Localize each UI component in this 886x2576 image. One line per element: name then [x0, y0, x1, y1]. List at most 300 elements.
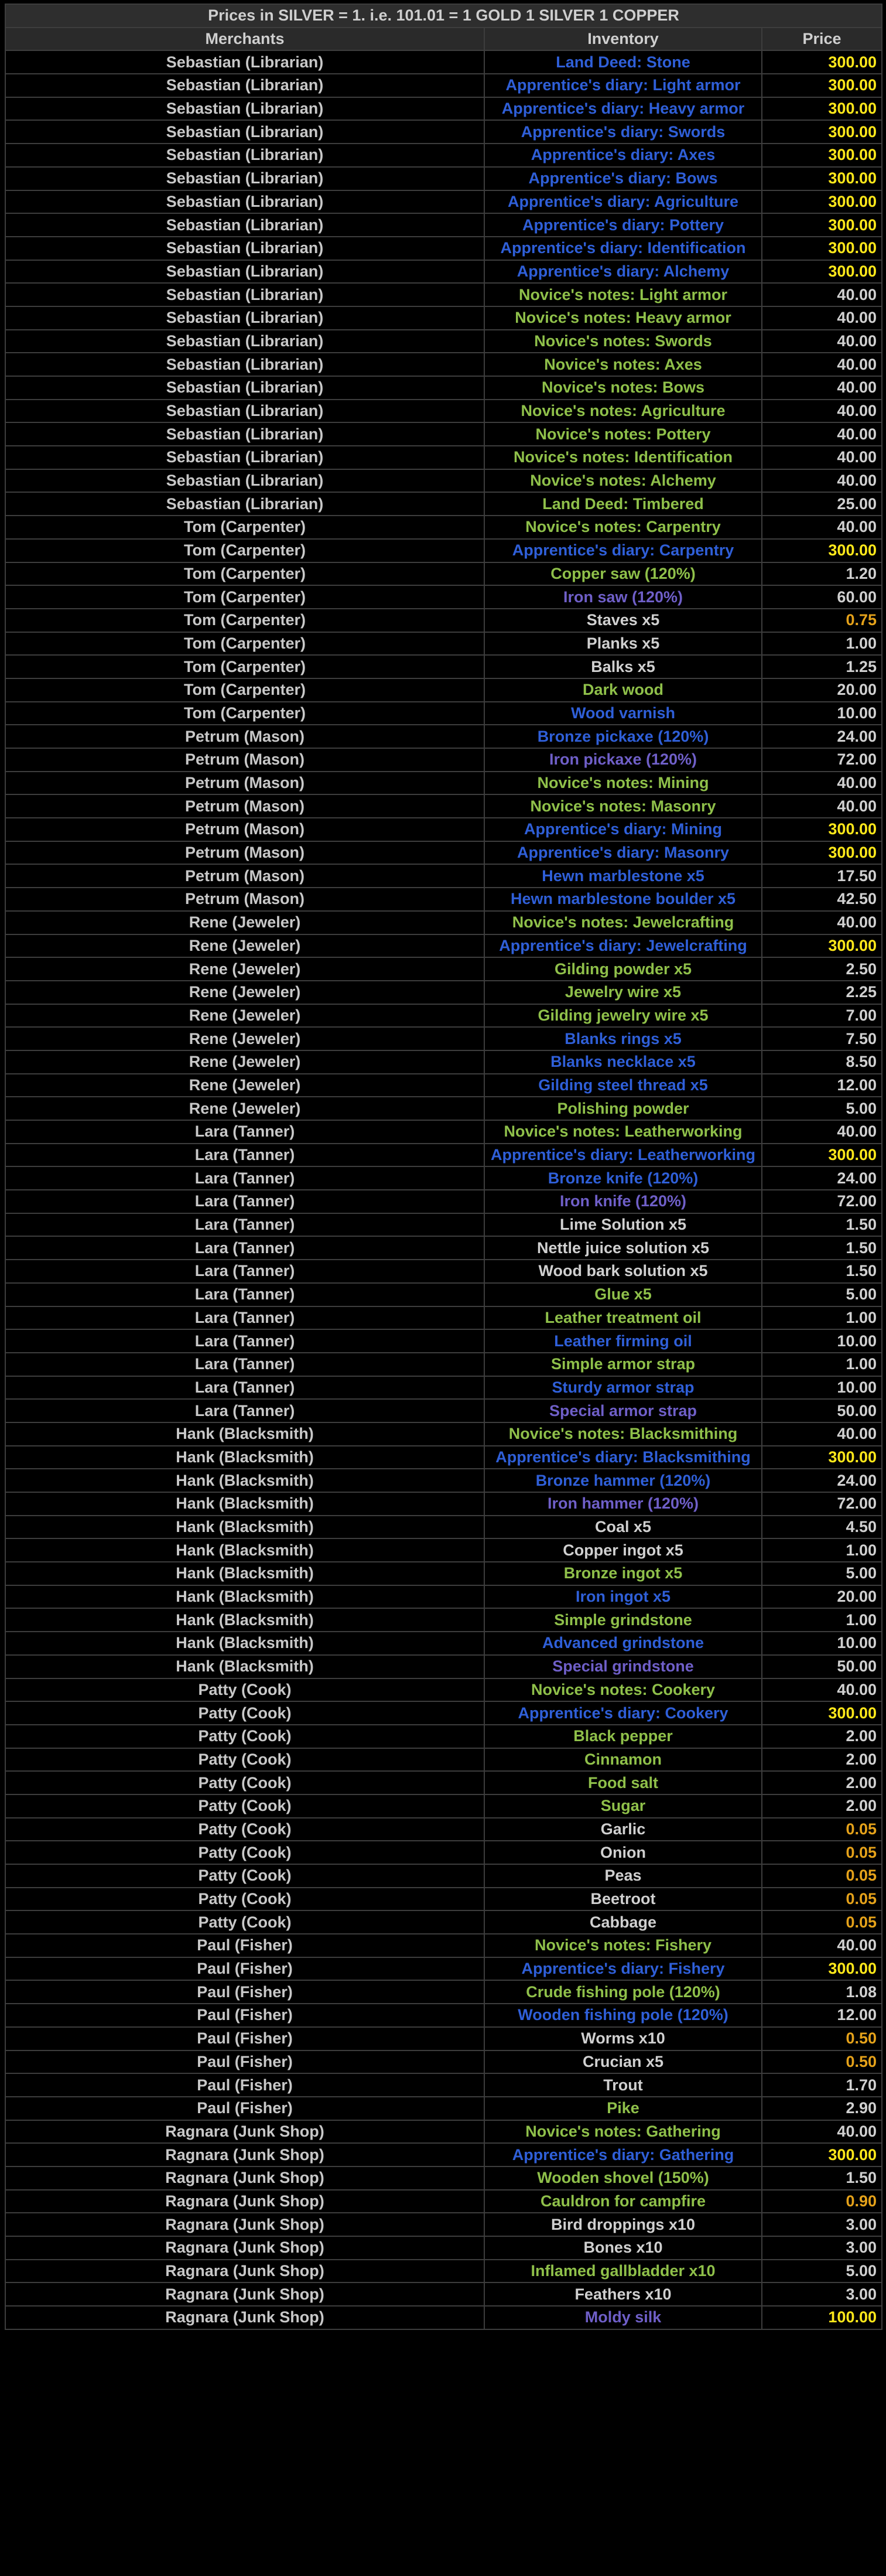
table-row: [5, 422, 882, 446]
inventory-cell: Trout: [484, 2073, 762, 2097]
inventory-cell: Leather firming oil: [484, 1329, 762, 1353]
inventory-cell: Bones x10: [484, 2236, 762, 2260]
price-cell: 40.00: [762, 1678, 882, 1702]
table-row: [5, 981, 882, 1004]
price-cell: 3.00: [762, 2236, 882, 2260]
inventory-cell: Apprentice's diary: Alchemy: [484, 260, 762, 284]
table-row: [5, 702, 882, 725]
merchant-cell: Sebastian (Librarian): [5, 213, 484, 237]
inventory-cell: Simple grindstone: [484, 1608, 762, 1632]
inventory-cell: Iron pickaxe (120%): [484, 748, 762, 772]
inventory-cell: Apprentice's diary: Axes: [484, 144, 762, 167]
inventory-cell: Wooden fishing pole (120%): [484, 2004, 762, 2027]
table-row: [5, 1632, 882, 1655]
table-row: [5, 2236, 882, 2260]
inventory-cell: Hewn marblestone x5: [484, 864, 762, 888]
table-row: [5, 213, 882, 237]
inventory-cell: Simple armor strap: [484, 1353, 762, 1376]
header-row: [5, 28, 882, 51]
price-cell: 1.00: [762, 632, 882, 656]
table-row: [5, 190, 882, 214]
merchant-cell: Hank (Blacksmith): [5, 1538, 484, 1562]
merchant-cell: Lara (Tanner): [5, 1144, 484, 1167]
price-cell: 17.50: [762, 864, 882, 888]
table-row: [5, 794, 882, 818]
merchant-cell: Rene (Jeweler): [5, 1027, 484, 1050]
inventory-cell: Novice's notes: Axes: [484, 353, 762, 376]
price-cell: 3.00: [762, 2213, 882, 2236]
merchant-cell: Paul (Fisher): [5, 2073, 484, 2097]
inventory-cell: Moldy silk: [484, 2306, 762, 2329]
inventory-cell: Blanks rings x5: [484, 1027, 762, 1050]
merchant-cell: Patty (Cook): [5, 1725, 484, 1748]
inventory-cell: Polishing powder: [484, 1097, 762, 1120]
price-cell: 2.50: [762, 957, 882, 981]
price-cell: 0.05: [762, 1841, 882, 1864]
table-row: [5, 97, 882, 121]
merchant-cell: Petrum (Mason): [5, 794, 484, 818]
inventory-cell: Novice's notes: Alchemy: [484, 469, 762, 493]
table-row: [5, 1771, 882, 1794]
merchant-cell: Ragnara (Junk Shop): [5, 2190, 484, 2213]
price-cell: 20.00: [762, 1585, 882, 1609]
price-cell: 40.00: [762, 772, 882, 795]
inventory-cell: Bronze ingot x5: [484, 1562, 762, 1585]
merchant-cell: Ragnara (Junk Shop): [5, 2282, 484, 2306]
table-row: [5, 144, 882, 167]
price-cell: 72.00: [762, 1492, 882, 1516]
table-row: [5, 841, 882, 865]
price-cell: 40.00: [762, 353, 882, 376]
inventory-cell: Land Deed: Timbered: [484, 492, 762, 516]
table-row: [5, 400, 882, 423]
merchant-cell: Paul (Fisher): [5, 1934, 484, 1957]
price-cell: 1.70: [762, 2073, 882, 2097]
inventory-cell: Apprentice's diary: Carpentry: [484, 539, 762, 562]
inventory-cell: Special grindstone: [484, 1655, 762, 1678]
merchant-cell: Hank (Blacksmith): [5, 1655, 484, 1678]
table-row: [5, 1236, 882, 1260]
inventory-cell: Novice's notes: Heavy armor: [484, 306, 762, 330]
price-cell: 300.00: [762, 237, 882, 260]
merchant-cell: Sebastian (Librarian): [5, 446, 484, 469]
price-cell: 0.05: [762, 1910, 882, 1934]
inventory-cell: Bird droppings x10: [484, 2213, 762, 2236]
price-cell: 40.00: [762, 911, 882, 934]
merchant-cell: Petrum (Mason): [5, 888, 484, 911]
table-row: [5, 957, 882, 981]
table-row: [5, 2120, 882, 2144]
merchant-cell: Paul (Fisher): [5, 1980, 484, 2004]
inventory-cell: Special armor strap: [484, 1399, 762, 1422]
price-cell: 0.90: [762, 2190, 882, 2213]
inventory-cell: Bronze hammer (120%): [484, 1469, 762, 1492]
merchant-cell: Sebastian (Librarian): [5, 74, 484, 97]
merchant-cell: Petrum (Mason): [5, 841, 484, 865]
inventory-cell: Balks x5: [484, 655, 762, 678]
price-cell: 1.00: [762, 1538, 882, 1562]
inventory-cell: Leather treatment oil: [484, 1306, 762, 1330]
price-cell: 1.08: [762, 1980, 882, 2004]
price-cell: 10.00: [762, 1329, 882, 1353]
price-table: [5, 4, 882, 2330]
table-row: [5, 306, 882, 330]
table-row: [5, 1097, 882, 1120]
merchant-cell: Rene (Jeweler): [5, 957, 484, 981]
price-cell: 300.00: [762, 260, 882, 284]
inventory-cell: Jewelry wire x5: [484, 981, 762, 1004]
price-cell: 0.50: [762, 2050, 882, 2074]
table-row: [5, 50, 882, 74]
price-cell: 40.00: [762, 2120, 882, 2144]
merchant-cell: Ragnara (Junk Shop): [5, 2236, 484, 2260]
inventory-cell: Land Deed: Stone: [484, 50, 762, 74]
table-row: [5, 2027, 882, 2050]
price-cell: 7.50: [762, 1027, 882, 1050]
merchant-cell: Rene (Jeweler): [5, 1004, 484, 1028]
merchant-cell: Tom (Carpenter): [5, 585, 484, 609]
price-cell: 8.50: [762, 1050, 882, 1074]
inventory-cell: Novice's notes: Jewelcrafting: [484, 911, 762, 934]
table-row: [5, 1818, 882, 1841]
table-row: [5, 1144, 882, 1167]
merchant-cell: Sebastian (Librarian): [5, 144, 484, 167]
merchant-cell: Sebastian (Librarian): [5, 422, 484, 446]
inventory-cell: Iron saw (120%): [484, 585, 762, 609]
inventory-cell: Iron ingot x5: [484, 1585, 762, 1609]
price-cell: 300.00: [762, 818, 882, 841]
price-cell: 1.00: [762, 1306, 882, 1330]
table-row: [5, 772, 882, 795]
merchant-cell: Sebastian (Librarian): [5, 400, 484, 423]
inventory-cell: Apprentice's diary: Mining: [484, 818, 762, 841]
inventory-cell: Novice's notes: Masonry: [484, 794, 762, 818]
inventory-cell: Apprentice's diary: Heavy armor: [484, 97, 762, 121]
price-cell: 0.05: [762, 1888, 882, 1911]
inventory-cell: Novice's notes: Blacksmithing: [484, 1422, 762, 1446]
merchant-cell: Sebastian (Librarian): [5, 120, 484, 144]
table-row: [5, 1353, 882, 1376]
price-cell: 300.00: [762, 2143, 882, 2166]
merchant-cell: Ragnara (Junk Shop): [5, 2260, 484, 2283]
inventory-cell: Beetroot: [484, 1888, 762, 1911]
table-row: [5, 1120, 882, 1144]
inventory-cell: Wooden shovel (150%): [484, 2166, 762, 2190]
inventory-cell: Lime Solution x5: [484, 1213, 762, 1237]
table-row: [5, 2073, 882, 2097]
price-cell: 40.00: [762, 446, 882, 469]
table-row: [5, 1888, 882, 1911]
price-cell: 10.00: [762, 702, 882, 725]
merchant-cell: Patty (Cook): [5, 1864, 484, 1888]
table-row: [5, 2097, 882, 2120]
inventory-cell: Copper saw (120%): [484, 562, 762, 586]
inventory-cell: Gilding powder x5: [484, 957, 762, 981]
merchant-cell: Patty (Cook): [5, 1748, 484, 1772]
table-row: [5, 1934, 882, 1957]
table-row: [5, 120, 882, 144]
price-cell: 24.00: [762, 1166, 882, 1190]
merchant-cell: Petrum (Mason): [5, 864, 484, 888]
merchant-cell: Petrum (Mason): [5, 818, 484, 841]
merchant-cell: Lara (Tanner): [5, 1213, 484, 1237]
table-row: [5, 1190, 882, 1213]
price-cell: 300.00: [762, 50, 882, 74]
inventory-cell: Blanks necklace x5: [484, 1050, 762, 1074]
merchant-cell: Rene (Jeweler): [5, 1097, 484, 1120]
table-row: [5, 2004, 882, 2027]
inventory-cell: Onion: [484, 1841, 762, 1864]
table-row: [5, 376, 882, 400]
price-cell: 2.00: [762, 1771, 882, 1794]
inventory-cell: Novice's notes: Agriculture: [484, 400, 762, 423]
price-cell: 300.00: [762, 144, 882, 167]
inventory-cell: Sugar: [484, 1794, 762, 1818]
inventory-cell: Apprentice's diary: Masonry: [484, 841, 762, 865]
merchant-cell: Patty (Cook): [5, 1888, 484, 1911]
merchant-cell: Sebastian (Librarian): [5, 283, 484, 306]
table-row: [5, 74, 882, 97]
table-row: [5, 2282, 882, 2306]
inventory-cell: Glue x5: [484, 1283, 762, 1306]
merchant-cell: Paul (Fisher): [5, 2097, 484, 2120]
table-row: [5, 1725, 882, 1748]
merchant-cell: Sebastian (Librarian): [5, 376, 484, 400]
inventory-cell: Wood bark solution x5: [484, 1260, 762, 1283]
table-row: [5, 353, 882, 376]
inventory-cell: Hewn marblestone boulder x5: [484, 888, 762, 911]
inventory-cell: Apprentice's diary: Cookery: [484, 1701, 762, 1725]
table-row: [5, 1701, 882, 1725]
price-cell: 2.90: [762, 2097, 882, 2120]
table-row: [5, 237, 882, 260]
merchant-cell: Ragnara (Junk Shop): [5, 2306, 484, 2329]
price-cell: 1.50: [762, 1260, 882, 1283]
table-row: [5, 609, 882, 632]
inventory-cell: Iron knife (120%): [484, 1190, 762, 1213]
inventory-cell: Gilding jewelry wire x5: [484, 1004, 762, 1028]
merchant-cell: Sebastian (Librarian): [5, 330, 484, 353]
inventory-cell: Apprentice's diary: Leatherworking: [484, 1144, 762, 1167]
merchant-cell: Sebastian (Librarian): [5, 50, 484, 74]
table-row: [5, 1283, 882, 1306]
merchant-cell: Tom (Carpenter): [5, 702, 484, 725]
price-cell: 50.00: [762, 1399, 882, 1422]
table-row: [5, 1376, 882, 1400]
price-cell: 1.00: [762, 1353, 882, 1376]
table-row: [5, 1399, 882, 1422]
merchant-cell: Sebastian (Librarian): [5, 237, 484, 260]
inventory-cell: Novice's notes: Identification: [484, 446, 762, 469]
title-row: [5, 4, 882, 28]
table-row: [5, 167, 882, 190]
table-row: [5, 1166, 882, 1190]
price-cell: 40.00: [762, 400, 882, 423]
merchant-cell: Patty (Cook): [5, 1701, 484, 1725]
inventory-cell: Dark wood: [484, 678, 762, 702]
merchant-cell: Hank (Blacksmith): [5, 1632, 484, 1655]
price-cell: 300.00: [762, 190, 882, 214]
inventory-cell: Gilding steel thread x5: [484, 1074, 762, 1097]
table-row: [5, 2306, 882, 2329]
table-row: [5, 330, 882, 353]
merchant-cell: Tom (Carpenter): [5, 632, 484, 656]
price-cell: 5.00: [762, 2260, 882, 2283]
price-header: Price: [762, 28, 882, 51]
inventory-cell: Apprentice's diary: Agriculture: [484, 190, 762, 214]
price-cell: 0.50: [762, 2027, 882, 2050]
inventory-cell: Coal x5: [484, 1516, 762, 1539]
inventory-cell: Crude fishing pole (120%): [484, 1980, 762, 2004]
price-cell: 300.00: [762, 1701, 882, 1725]
merchant-cell: Tom (Carpenter): [5, 609, 484, 632]
price-cell: 7.00: [762, 1004, 882, 1028]
table-row: [5, 1329, 882, 1353]
price-cell: 0.05: [762, 1864, 882, 1888]
price-cell: 3.00: [762, 2282, 882, 2306]
inventory-cell: Wood varnish: [484, 702, 762, 725]
table-row: [5, 1957, 882, 1981]
table-row: [5, 1213, 882, 1237]
merchant-cell: Paul (Fisher): [5, 2004, 484, 2027]
table-row: [5, 469, 882, 493]
table-row: [5, 1050, 882, 1074]
inventory-cell: Novice's notes: Light armor: [484, 283, 762, 306]
table-row: [5, 2190, 882, 2213]
price-cell: 25.00: [762, 492, 882, 516]
table-row: [5, 748, 882, 772]
table-row: [5, 1260, 882, 1283]
merchant-cell: Ragnara (Junk Shop): [5, 2143, 484, 2166]
table-row: [5, 1306, 882, 1330]
inventory-cell: Novice's notes: Gathering: [484, 2120, 762, 2144]
price-cell: 40.00: [762, 306, 882, 330]
table-row: [5, 2050, 882, 2074]
table-title: Prices in SILVER = 1. i.e. 101.01 = 1 GOLD 1 SILVER 1 COPPER: [5, 4, 882, 28]
table-row: [5, 1074, 882, 1097]
merchant-cell: Ragnara (Junk Shop): [5, 2166, 484, 2190]
table-row: [5, 1027, 882, 1050]
price-cell: 50.00: [762, 1655, 882, 1678]
price-cell: 40.00: [762, 469, 882, 493]
price-cell: 12.00: [762, 2004, 882, 2027]
price-cell: 72.00: [762, 748, 882, 772]
table-row: [5, 562, 882, 586]
merchant-cell: Lara (Tanner): [5, 1399, 484, 1422]
table-row: [5, 1910, 882, 1934]
table-row: [5, 1794, 882, 1818]
merchant-cell: Sebastian (Librarian): [5, 353, 484, 376]
inventory-cell: Novice's notes: Cookery: [484, 1678, 762, 1702]
price-cell: 42.50: [762, 888, 882, 911]
merchant-cell: Hank (Blacksmith): [5, 1516, 484, 1539]
inventory-cell: Apprentice's diary: Bows: [484, 167, 762, 190]
table-row: [5, 516, 882, 539]
merchant-cell: Lara (Tanner): [5, 1190, 484, 1213]
table-row: [5, 2213, 882, 2236]
table-row: [5, 678, 882, 702]
price-cell: 5.00: [762, 1097, 882, 1120]
inventory-cell: Novice's notes: Swords: [484, 330, 762, 353]
table-row: [5, 1841, 882, 1864]
merchant-cell: Ragnara (Junk Shop): [5, 2213, 484, 2236]
inventory-cell: Feathers x10: [484, 2282, 762, 2306]
merchant-cell: Lara (Tanner): [5, 1329, 484, 1353]
inventory-cell: Novice's notes: Fishery: [484, 1934, 762, 1957]
price-cell: 1.50: [762, 1236, 882, 1260]
price-cell: 40.00: [762, 330, 882, 353]
inventory-cell: Novice's notes: Carpentry: [484, 516, 762, 539]
inventory-cell: Worms x10: [484, 2027, 762, 2050]
merchant-cell: Hank (Blacksmith): [5, 1585, 484, 1609]
merchant-cell: Hank (Blacksmith): [5, 1469, 484, 1492]
merchant-cell: Paul (Fisher): [5, 2027, 484, 2050]
table-row: [5, 1516, 882, 1539]
merchant-cell: Tom (Carpenter): [5, 539, 484, 562]
inventory-cell: Food salt: [484, 1771, 762, 1794]
table-row: [5, 1585, 882, 1609]
table-row: [5, 1446, 882, 1469]
table-row: [5, 1562, 882, 1585]
merchant-cell: Hank (Blacksmith): [5, 1422, 484, 1446]
price-cell: 24.00: [762, 725, 882, 748]
price-cell: 40.00: [762, 283, 882, 306]
inventory-cell: Apprentice's diary: Jewelcrafting: [484, 934, 762, 958]
merchant-cell: Rene (Jeweler): [5, 911, 484, 934]
inventory-cell: Iron hammer (120%): [484, 1492, 762, 1516]
table-row: [5, 283, 882, 306]
price-table-body: [5, 4, 882, 2329]
table-row: [5, 818, 882, 841]
merchant-cell: Sebastian (Librarian): [5, 97, 484, 121]
price-cell: 1.20: [762, 562, 882, 586]
price-cell: 40.00: [762, 1120, 882, 1144]
merchant-cell: Petrum (Mason): [5, 725, 484, 748]
merchant-cell: Paul (Fisher): [5, 2050, 484, 2074]
inventory-header: Inventory: [484, 28, 762, 51]
price-cell: 40.00: [762, 376, 882, 400]
price-cell: 20.00: [762, 678, 882, 702]
table-row: [5, 585, 882, 609]
merchant-cell: Tom (Carpenter): [5, 562, 484, 586]
price-cell: 2.00: [762, 1725, 882, 1748]
table-row: [5, 260, 882, 284]
price-cell: 40.00: [762, 1934, 882, 1957]
table-row: [5, 1980, 882, 2004]
price-cell: 4.50: [762, 1516, 882, 1539]
table-row: [5, 1538, 882, 1562]
price-cell: 0.75: [762, 609, 882, 632]
price-cell: 300.00: [762, 213, 882, 237]
price-cell: 5.00: [762, 1283, 882, 1306]
table-row: [5, 632, 882, 656]
inventory-cell: Black pepper: [484, 1725, 762, 1748]
inventory-cell: Apprentice's diary: Blacksmithing: [484, 1446, 762, 1469]
price-cell: 40.00: [762, 516, 882, 539]
price-cell: 10.00: [762, 1376, 882, 1400]
inventory-cell: Advanced grindstone: [484, 1632, 762, 1655]
merchant-cell: Tom (Carpenter): [5, 516, 484, 539]
price-cell: 5.00: [762, 1562, 882, 1585]
price-cell: 300.00: [762, 120, 882, 144]
merchant-cell: Lara (Tanner): [5, 1166, 484, 1190]
table-row: [5, 539, 882, 562]
table-row: [5, 446, 882, 469]
merchant-cell: Patty (Cook): [5, 1818, 484, 1841]
inventory-cell: Apprentice's diary: Fishery: [484, 1957, 762, 1981]
price-cell: 300.00: [762, 539, 882, 562]
merchant-cell: Tom (Carpenter): [5, 655, 484, 678]
